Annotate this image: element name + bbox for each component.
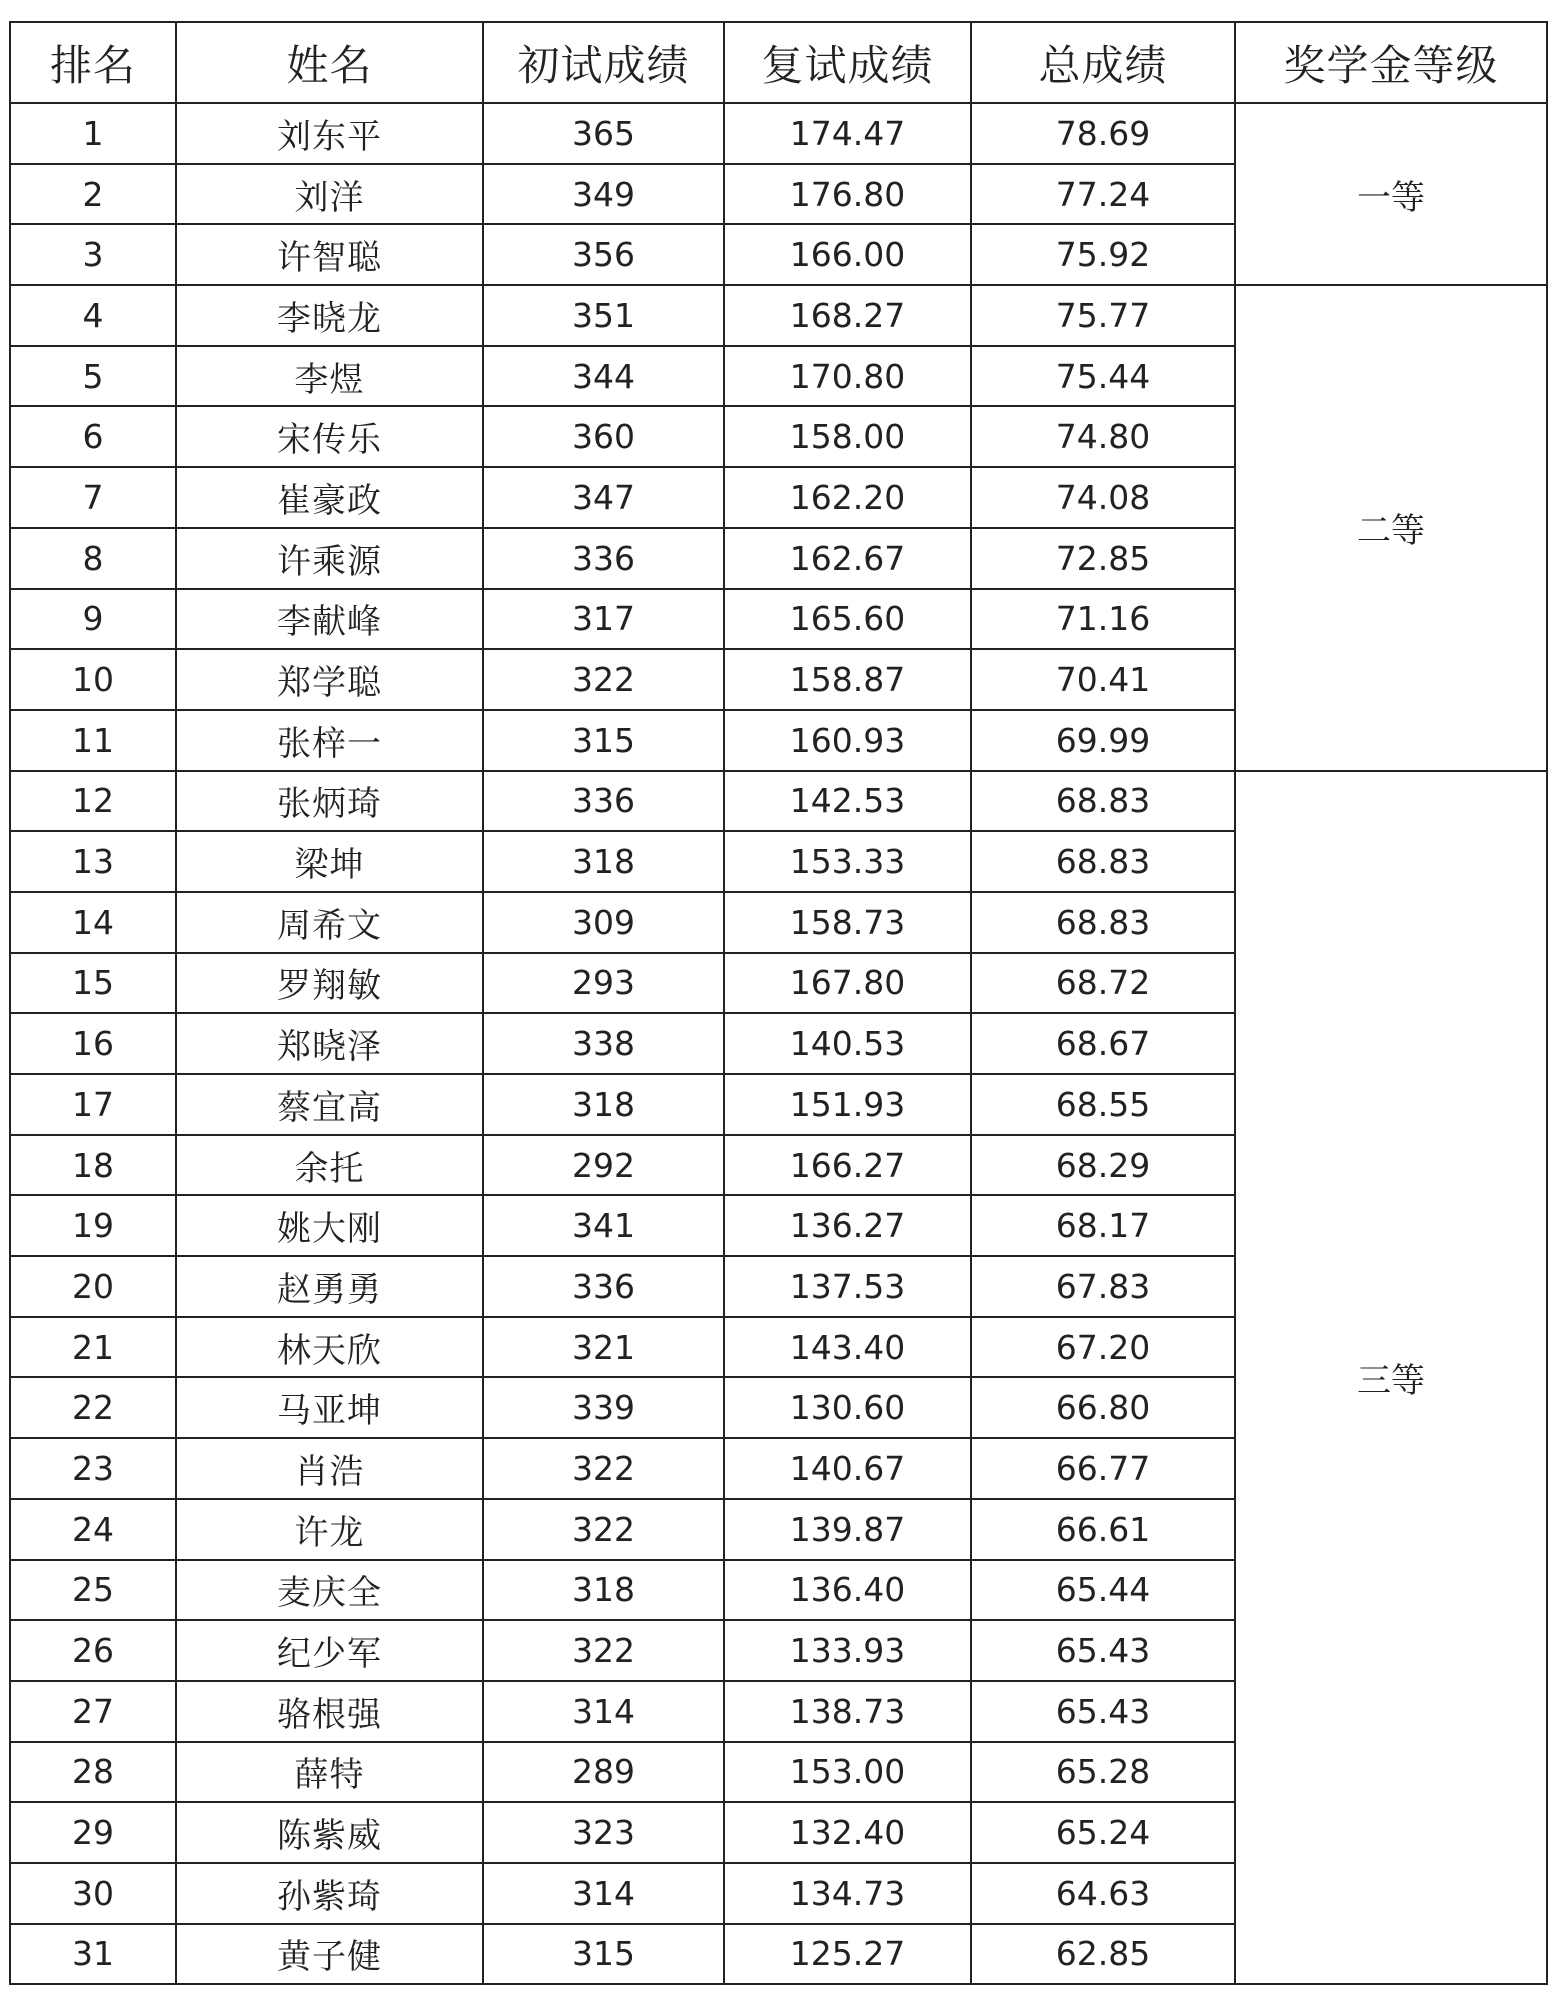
- total-score-cell: 68.72: [971, 953, 1235, 1014]
- total-score-cell: 65.43: [971, 1620, 1235, 1681]
- total-score-cell: 68.29: [971, 1135, 1235, 1196]
- initial-score-cell: 317: [483, 589, 724, 650]
- initial-score-cell: 322: [483, 649, 724, 710]
- retest-score-cell: 165.60: [724, 589, 971, 650]
- rank-cell: 2: [10, 164, 176, 225]
- name-cell: 李煜: [176, 346, 483, 407]
- name-cell: 许乘源: [176, 528, 483, 589]
- initial-score-cell: 336: [483, 1256, 724, 1317]
- total-score-cell: 67.83: [971, 1256, 1235, 1317]
- total-score-cell: 68.83: [971, 831, 1235, 892]
- name-cell: 蔡宜高: [176, 1074, 483, 1135]
- retest-score-cell: 167.80: [724, 953, 971, 1014]
- retest-score-cell: 140.53: [724, 1013, 971, 1074]
- total-score-cell: 71.16: [971, 589, 1235, 650]
- retest-score-cell: 137.53: [724, 1256, 971, 1317]
- rank-cell: 3: [10, 224, 176, 285]
- name-cell: 许龙: [176, 1499, 483, 1560]
- initial-score-cell: 315: [483, 710, 724, 771]
- initial-score-cell: 365: [483, 103, 724, 164]
- initial-score-cell: 289: [483, 1742, 724, 1803]
- retest-score-cell: 125.27: [724, 1924, 971, 1985]
- rank-cell: 20: [10, 1256, 176, 1317]
- retest-score-cell: 134.73: [724, 1863, 971, 1924]
- name-cell: 崔豪政: [176, 467, 483, 528]
- retest-score-cell: 158.87: [724, 649, 971, 710]
- total-score-cell: 64.63: [971, 1863, 1235, 1924]
- total-score-cell: 77.24: [971, 164, 1235, 225]
- initial-score-cell: 323: [483, 1802, 724, 1863]
- initial-score-cell: 315: [483, 1924, 724, 1985]
- total-score-cell: 75.44: [971, 346, 1235, 407]
- rank-cell: 11: [10, 710, 176, 771]
- total-score-cell: 74.08: [971, 467, 1235, 528]
- header-retest: 复试成绩: [724, 22, 971, 103]
- initial-score-cell: 360: [483, 406, 724, 467]
- rank-cell: 19: [10, 1195, 176, 1256]
- retest-score-cell: 168.27: [724, 285, 971, 346]
- retest-score-cell: 136.40: [724, 1560, 971, 1621]
- scholarship-level-cell: 一等: [1235, 103, 1547, 285]
- table-row: [10, 103, 1547, 164]
- retest-score-cell: 166.27: [724, 1135, 971, 1196]
- initial-score-cell: 339: [483, 1377, 724, 1438]
- retest-score-cell: 143.40: [724, 1317, 971, 1378]
- name-cell: 薛特: [176, 1742, 483, 1803]
- rank-cell: 13: [10, 831, 176, 892]
- initial-score-cell: 344: [483, 346, 724, 407]
- name-cell: 刘东平: [176, 103, 483, 164]
- name-cell: 许智聪: [176, 224, 483, 285]
- total-score-cell: 74.80: [971, 406, 1235, 467]
- total-score-cell: 68.83: [971, 771, 1235, 832]
- initial-score-cell: 351: [483, 285, 724, 346]
- retest-score-cell: 138.73: [724, 1681, 971, 1742]
- total-score-cell: 68.67: [971, 1013, 1235, 1074]
- retest-score-cell: 133.93: [724, 1620, 971, 1681]
- retest-score-cell: 166.00: [724, 224, 971, 285]
- retest-score-cell: 160.93: [724, 710, 971, 771]
- total-score-cell: 68.83: [971, 892, 1235, 953]
- table-row: [10, 285, 1547, 346]
- retest-score-cell: 162.20: [724, 467, 971, 528]
- name-cell: 赵勇勇: [176, 1256, 483, 1317]
- name-cell: 余托: [176, 1135, 483, 1196]
- initial-score-cell: 322: [483, 1499, 724, 1560]
- total-score-cell: 65.43: [971, 1681, 1235, 1742]
- name-cell: 孙紫琦: [176, 1863, 483, 1924]
- header-initial: 初试成绩: [483, 22, 724, 103]
- retest-score-cell: 139.87: [724, 1499, 971, 1560]
- name-cell: 骆根强: [176, 1681, 483, 1742]
- rank-cell: 7: [10, 467, 176, 528]
- rank-cell: 25: [10, 1560, 176, 1621]
- total-score-cell: 78.69: [971, 103, 1235, 164]
- rank-cell: 14: [10, 892, 176, 953]
- retest-score-cell: 136.27: [724, 1195, 971, 1256]
- name-cell: 梁坤: [176, 831, 483, 892]
- initial-score-cell: 336: [483, 528, 724, 589]
- rank-cell: 6: [10, 406, 176, 467]
- rank-cell: 15: [10, 953, 176, 1014]
- rank-cell: 30: [10, 1863, 176, 1924]
- name-cell: 姚大刚: [176, 1195, 483, 1256]
- initial-score-cell: 314: [483, 1863, 724, 1924]
- total-score-cell: 66.61: [971, 1499, 1235, 1560]
- initial-score-cell: 338: [483, 1013, 724, 1074]
- name-cell: 宋传乐: [176, 406, 483, 467]
- rank-cell: 17: [10, 1074, 176, 1135]
- initial-score-cell: 318: [483, 1560, 724, 1621]
- rank-cell: 24: [10, 1499, 176, 1560]
- name-cell: 李献峰: [176, 589, 483, 650]
- rank-cell: 18: [10, 1135, 176, 1196]
- retest-score-cell: 151.93: [724, 1074, 971, 1135]
- total-score-cell: 68.55: [971, 1074, 1235, 1135]
- name-cell: 张梓一: [176, 710, 483, 771]
- name-cell: 陈紫威: [176, 1802, 483, 1863]
- initial-score-cell: 322: [483, 1620, 724, 1681]
- total-score-cell: 75.77: [971, 285, 1235, 346]
- retest-score-cell: 162.67: [724, 528, 971, 589]
- retest-score-cell: 142.53: [724, 771, 971, 832]
- rank-cell: 5: [10, 346, 176, 407]
- name-cell: 李晓龙: [176, 285, 483, 346]
- rank-cell: 22: [10, 1377, 176, 1438]
- total-score-cell: 67.20: [971, 1317, 1235, 1378]
- retest-score-cell: 158.00: [724, 406, 971, 467]
- initial-score-cell: 336: [483, 771, 724, 832]
- initial-score-cell: 347: [483, 467, 724, 528]
- total-score-cell: 62.85: [971, 1924, 1235, 1985]
- initial-score-cell: 321: [483, 1317, 724, 1378]
- initial-score-cell: 356: [483, 224, 724, 285]
- table-header: [10, 22, 1547, 103]
- total-score-cell: 65.24: [971, 1802, 1235, 1863]
- rank-cell: 1: [10, 103, 176, 164]
- header-rank: 排名: [10, 22, 176, 103]
- total-score-cell: 65.28: [971, 1742, 1235, 1803]
- initial-score-cell: 341: [483, 1195, 724, 1256]
- retest-score-cell: 132.40: [724, 1802, 971, 1863]
- rank-cell: 12: [10, 771, 176, 832]
- name-cell: 林天欣: [176, 1317, 483, 1378]
- table-body: [10, 103, 1547, 1984]
- name-cell: 肖浩: [176, 1438, 483, 1499]
- retest-score-cell: 176.80: [724, 164, 971, 225]
- table-row: [10, 771, 1547, 832]
- retest-score-cell: 158.73: [724, 892, 971, 953]
- total-score-cell: 68.17: [971, 1195, 1235, 1256]
- initial-score-cell: 292: [483, 1135, 724, 1196]
- rank-cell: 27: [10, 1681, 176, 1742]
- scholarship-level-cell: 二等: [1235, 285, 1547, 771]
- header-scholarship: 奖学金等级: [1235, 22, 1547, 103]
- total-score-cell: 69.99: [971, 710, 1235, 771]
- total-score-cell: 75.92: [971, 224, 1235, 285]
- name-cell: 麦庆全: [176, 1560, 483, 1621]
- initial-score-cell: 322: [483, 1438, 724, 1499]
- rank-cell: 29: [10, 1802, 176, 1863]
- retest-score-cell: 170.80: [724, 346, 971, 407]
- name-cell: 罗翔敏: [176, 953, 483, 1014]
- name-cell: 周希文: [176, 892, 483, 953]
- retest-score-cell: 140.67: [724, 1438, 971, 1499]
- rank-cell: 10: [10, 649, 176, 710]
- total-score-cell: 65.44: [971, 1560, 1235, 1621]
- rank-cell: 16: [10, 1013, 176, 1074]
- name-cell: 黄子健: [176, 1924, 483, 1985]
- rank-cell: 28: [10, 1742, 176, 1803]
- rank-cell: 26: [10, 1620, 176, 1681]
- name-cell: 郑晓泽: [176, 1013, 483, 1074]
- rank-cell: 4: [10, 285, 176, 346]
- initial-score-cell: 309: [483, 892, 724, 953]
- header-total: 总成绩: [971, 22, 1235, 103]
- total-score-cell: 66.80: [971, 1377, 1235, 1438]
- rank-cell: 31: [10, 1924, 176, 1985]
- scholarship-ranking-table: [9, 21, 1548, 1985]
- rank-cell: 9: [10, 589, 176, 650]
- rank-cell: 8: [10, 528, 176, 589]
- retest-score-cell: 130.60: [724, 1377, 971, 1438]
- name-cell: 刘洋: [176, 164, 483, 225]
- rank-cell: 21: [10, 1317, 176, 1378]
- total-score-cell: 72.85: [971, 528, 1235, 589]
- retest-score-cell: 153.00: [724, 1742, 971, 1803]
- name-cell: 马亚坤: [176, 1377, 483, 1438]
- initial-score-cell: 318: [483, 1074, 724, 1135]
- name-cell: 张炳琦: [176, 771, 483, 832]
- name-cell: 郑学聪: [176, 649, 483, 710]
- initial-score-cell: 293: [483, 953, 724, 1014]
- total-score-cell: 70.41: [971, 649, 1235, 710]
- initial-score-cell: 314: [483, 1681, 724, 1742]
- initial-score-cell: 349: [483, 164, 724, 225]
- header-row: [10, 22, 1547, 103]
- header-name: 姓名: [176, 22, 483, 103]
- total-score-cell: 66.77: [971, 1438, 1235, 1499]
- retest-score-cell: 174.47: [724, 103, 971, 164]
- retest-score-cell: 153.33: [724, 831, 971, 892]
- initial-score-cell: 318: [483, 831, 724, 892]
- rank-cell: 23: [10, 1438, 176, 1499]
- name-cell: 纪少军: [176, 1620, 483, 1681]
- scholarship-level-cell: 三等: [1235, 771, 1547, 1985]
